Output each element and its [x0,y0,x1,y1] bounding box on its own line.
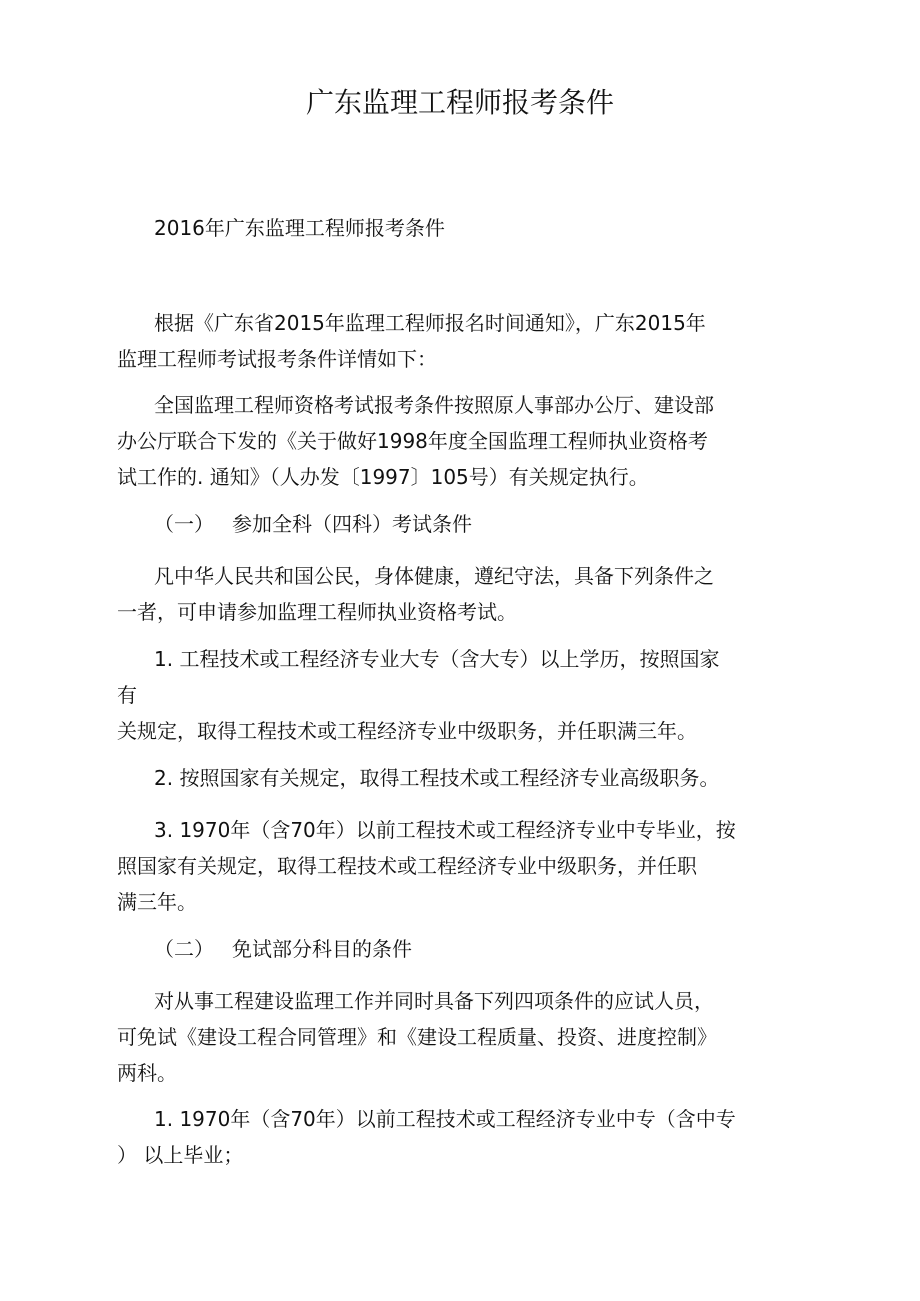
document-title: 广东监理工程师报考条件 [305,86,614,119]
section2-intro-paragraph [117,983,807,1091]
paragraph-line: 凡中华人民共和国公民，身体健康，遵纪守法，具备下列条件之 [154,564,714,588]
paragraph-line: 一者，可申请参加监理工程师执业资格考试。 [117,600,517,624]
section-number: （二） [154,937,214,961]
paragraph-line: 有 [117,683,137,707]
section-heading-2 [154,931,412,967]
basis-paragraph [117,387,807,495]
section-heading-1 [154,506,472,542]
section-title: 参加全科（四科）考试条件 [232,512,472,536]
paragraph-line: 照国家有关规定，取得工程技术或工程经济专业中级职务，并任职 [117,854,697,878]
paragraph-line: ） 以上毕业； [117,1143,244,1167]
paragraph-line: 对从事工程建设监理工作并同时具备下列四项条件的应试人员， [154,989,714,1013]
paragraph-line: 2. 按照国家有关规定，取得工程技术或工程经济专业高级职务。 [154,766,720,790]
paragraph-line: 全国监理工程师资格考试报考条件按照原人事部办公厅、建设部 [154,393,714,417]
paragraph-line: 1. 1970年（含70年）以前工程技术或工程经济专业中专（含中专 [154,1107,736,1131]
section1-item-2 [117,760,807,796]
paragraph-line: 1. 工程技术或工程经济专业大专（含大专）以上学历，按照国家 [154,647,720,671]
section1-item-3 [117,812,807,920]
section2-item-1 [117,1101,807,1173]
paragraph-line: 监理工程师考试报考条件详情如下： [117,347,437,371]
paragraph-line: 3. 1970年（含70年）以前工程技术或工程经济专业中专毕业，按 [154,818,736,842]
document-subtitle: 2016年广东监理工程师报考条件 [154,216,445,240]
section-title: 免试部分科目的条件 [232,937,412,961]
paragraph-line: 两科。 [117,1061,177,1085]
intro-paragraph [117,305,807,377]
paragraph-line: 办公厅联合下发的《关于做好1998年度全国监理工程师执业资格考 [117,429,708,453]
paragraph-line: 根据《广东省2015年监理工程师报名时间通知》，广东2015年 [154,311,706,335]
section-number: （一） [154,512,214,536]
paragraph-line: 关规定，取得工程技术或工程经济专业中级职务，并任职满三年。 [117,719,697,743]
section1-intro-paragraph [117,558,807,630]
paragraph-line: 满三年。 [117,890,197,914]
paragraph-line: 可免试《建设工程合同管理》和《建设工程质量、投资、进度控制》 [117,1025,717,1049]
paragraph-line: 试工作的. 通知》（人办发〔1997〕105号）有关规定执行。 [117,465,649,489]
section1-item-1 [117,641,807,749]
